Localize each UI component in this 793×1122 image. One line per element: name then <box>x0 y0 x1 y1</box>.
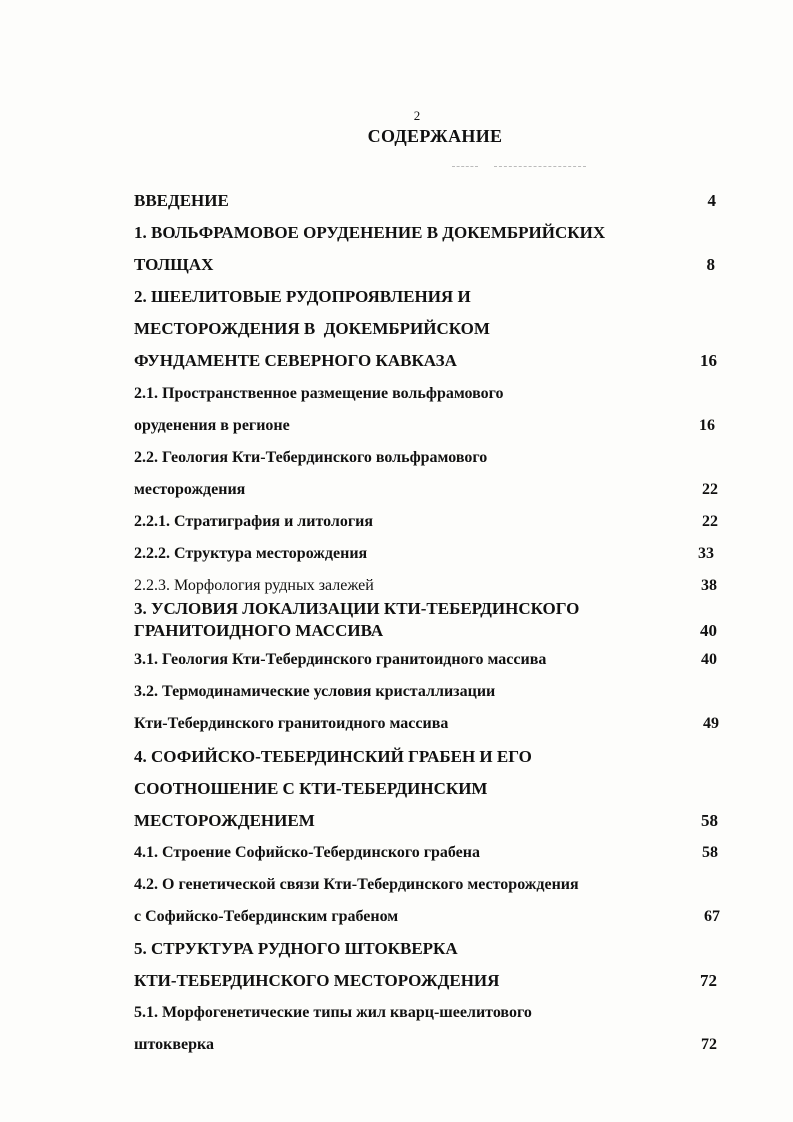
scan-artifact-line <box>494 166 586 167</box>
toc-entry-chapter-3-line1 <box>134 599 719 619</box>
toc-page-number: 72 <box>701 1036 717 1053</box>
toc-page-number: 49 <box>703 715 719 732</box>
toc-page-number: 40 <box>701 651 717 668</box>
toc-page-number: 40 <box>700 621 717 640</box>
toc-entry-chapter-1-line1 <box>134 223 719 243</box>
toc-entry-section-2-1-line2 <box>134 417 719 435</box>
toc-entry-section-2-2-3 <box>134 577 719 595</box>
toc-page-number: 16 <box>699 417 715 434</box>
toc-entry-text: 2.1. Пространственное размещение вольфрамового <box>134 385 504 402</box>
toc-entry-chapter-4-line3 <box>134 811 719 831</box>
toc-entry-text: ФУНДАМЕНТЕ СЕВЕРНОГО КАВКАЗА <box>134 351 457 370</box>
toc-entry-chapter-3-line2 <box>134 621 719 641</box>
toc-page-number: 58 <box>702 844 718 861</box>
toc-entry-text: 2.2.3. Морфология рудных залежей <box>134 577 374 594</box>
toc-page-number: 67 <box>704 908 720 925</box>
toc-entry-text: МЕСТОРОЖДЕНИЯ В ДОКЕМБРИЙСКОМ <box>134 319 490 338</box>
toc-entry-text: 4. СОФИЙСКО-ТЕБЕРДИНСКИЙ ГРАБЕН И ЕГО <box>134 747 532 766</box>
toc-entry-section-5-1-line2 <box>134 1036 719 1054</box>
toc-entry-text: 2.2. Геология Кти-Тебердинского вольфрамового <box>134 449 488 466</box>
toc-entry-text: 3. УСЛОВИЯ ЛОКАЛИЗАЦИИ КТИ-ТЕБЕРДИНСКОГО <box>134 599 580 618</box>
toc-entry-text: ТОЛЩАХ <box>134 255 214 274</box>
toc-entry-text: с Софийско-Тебердинским грабеном <box>134 908 399 925</box>
toc-page-number: 33 <box>698 545 714 562</box>
toc-entry-text: штокверка <box>134 1036 214 1053</box>
toc-entry-text: МЕСТОРОЖДЕНИЕМ <box>134 811 315 830</box>
toc-entry-chapter-1-line2 <box>134 255 719 275</box>
toc-entry-text: ВВЕДЕНИЕ <box>134 191 229 210</box>
toc-entry-section-5-1-line1 <box>134 1004 719 1022</box>
toc-entry-text: 4.1. Строение Софийско-Тебердинского грабена <box>134 844 480 861</box>
toc-page-number: 72 <box>700 971 717 990</box>
page-title: СОДЕРЖАНИЕ <box>367 126 503 146</box>
toc-entry-text: оруденения в регионе <box>134 417 290 434</box>
toc-entry-text: Кти-Тебердинского гранитоидного массива <box>134 715 449 732</box>
toc-entry-chapter-2-line1 <box>134 287 719 307</box>
toc-entry-chapter-5-line1 <box>134 939 719 959</box>
toc-entry-section-4-2-line1 <box>134 876 719 894</box>
toc-entry-section-4-2-line2 <box>134 908 719 926</box>
toc-page-number: 22 <box>702 513 718 530</box>
toc-entry-section-2-1-line1 <box>134 385 719 403</box>
toc-entry-text: КТИ-ТЕБЕРДИНСКОГО МЕСТОРОЖДЕНИЯ <box>134 971 500 990</box>
toc-entry-introduction <box>134 191 719 211</box>
toc-entry-text: 4.2. О генетической связи Кти-Тебердинского месторождения <box>134 876 579 893</box>
toc-page-number: 4 <box>707 191 716 210</box>
toc-entry-chapter-4-line1 <box>134 747 719 767</box>
toc-page-number: 38 <box>701 577 717 594</box>
toc-page-number: 8 <box>706 255 715 274</box>
toc-entry-text: 3.1. Геология Кти-Тебердинского гранитоидного массива <box>134 651 547 668</box>
toc-entry-chapter-5-line2 <box>134 971 719 991</box>
toc-page-number: 22 <box>702 481 718 498</box>
page-number: 2 <box>413 108 421 123</box>
toc-entry-text: 2.2.2. Структура месторождения <box>134 545 368 562</box>
toc-entry-text: СООТНОШЕНИЕ С КТИ-ТЕБЕРДИНСКИМ <box>134 779 488 798</box>
toc-page-number: 58 <box>701 811 718 830</box>
toc-entry-text: 3.2. Термодинамические условия кристаллизации <box>134 683 496 700</box>
toc-entry-section-3-1 <box>134 651 719 669</box>
toc-entry-section-3-2-line1 <box>134 683 719 701</box>
toc-page-number: 16 <box>700 351 717 370</box>
toc-entry-chapter-2-line3 <box>134 351 719 371</box>
toc-entry-section-2-2-line2 <box>134 481 719 499</box>
toc-entry-text: 1. ВОЛЬФРАМОВОЕ ОРУДЕНЕНИЕ В ДОКЕМБРИЙСКИХ <box>134 223 606 242</box>
toc-entry-chapter-2-line2 <box>134 319 719 339</box>
toc-entry-text: 5.1. Морфогенетические типы жил кварц-шеелитового <box>134 1004 532 1021</box>
toc-entry-section-3-2-line2 <box>134 715 719 733</box>
toc-entry-text: 5. СТРУКТУРА РУДНОГО ШТОКВЕРКА <box>134 939 458 958</box>
toc-entry-section-2-2-2 <box>134 545 719 563</box>
toc-entry-text: 2.2.1. Стратиграфия и литология <box>134 513 374 530</box>
scan-artifact-line <box>452 166 478 167</box>
toc-entry-text: ГРАНИТОИДНОГО МАССИВА <box>134 621 384 640</box>
toc-entry-text: месторождения <box>134 481 246 498</box>
toc-entry-section-4-1 <box>134 844 719 862</box>
toc-entry-section-2-2-1 <box>134 513 719 531</box>
toc-entry-chapter-4-line2 <box>134 779 719 799</box>
toc-entry-section-2-2-line1 <box>134 449 719 467</box>
toc-entry-text: 2. ШЕЕЛИТОВЫЕ РУДОПРОЯВЛЕНИЯ И <box>134 287 471 306</box>
